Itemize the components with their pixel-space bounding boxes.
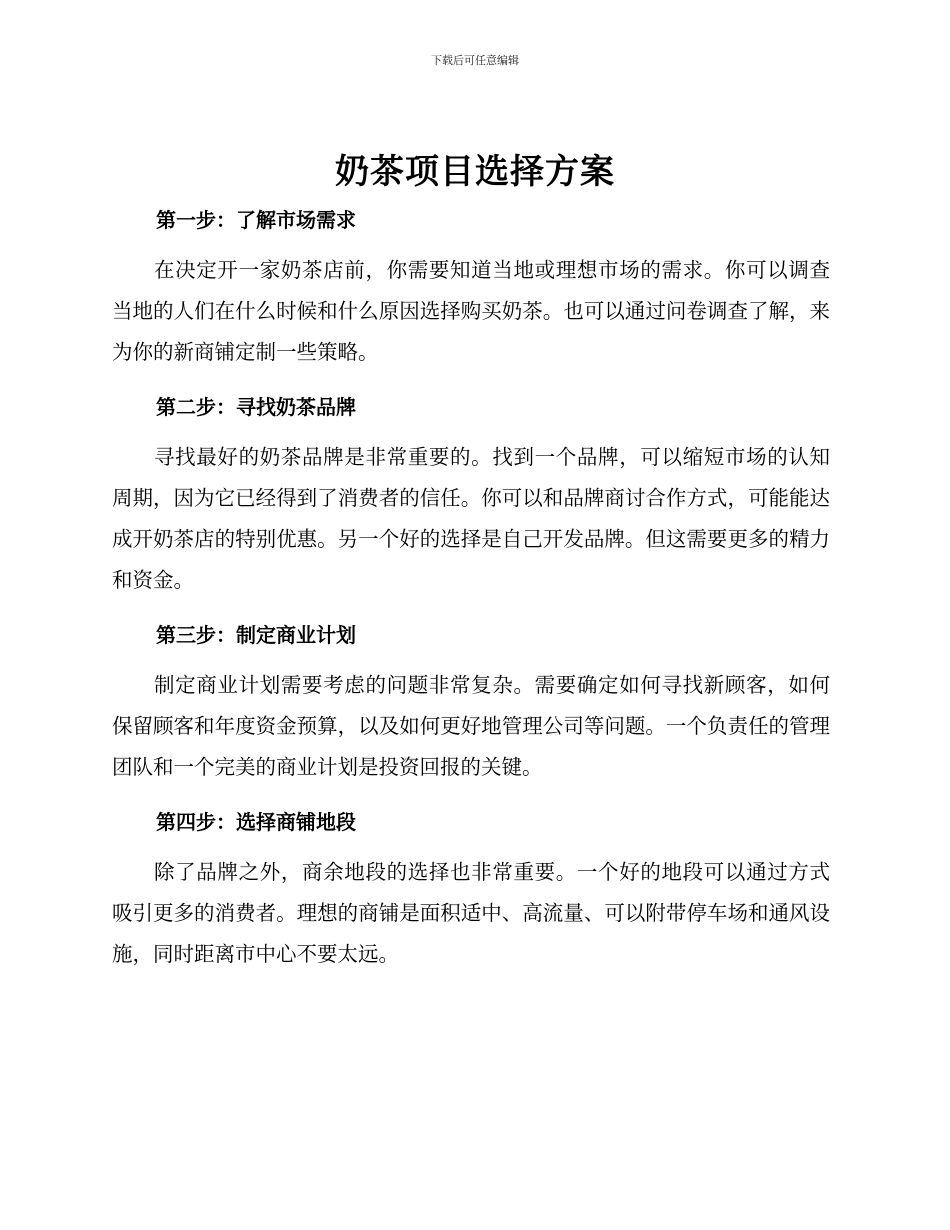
document-body: [112, 200, 830, 989]
step-heading: 第四步：选择商铺地段: [156, 810, 356, 834]
step-paragraph: 制定商业计划需要考虑的问题非常复杂。需要确定如何寻找新顾客，如何保留顾客和年度资金预算，以及如何更好地管理公司等问题。一个负责任的管理团队和一个完美的商业计划是投资回报的关键。: [112, 673, 830, 779]
step-heading: 第一步：了解市场需求: [156, 208, 356, 232]
step-paragraph: 在决定开一家奶茶店前，你需要知道当地或理想市场的需求。你可以调查当地的人们在什么时候和什么原因选择购买奶茶。也可以通过问卷调查了解，来为你的新商铺定制一些策略。: [112, 258, 830, 364]
step-paragraph: 寻找最好的奶茶品牌是非常重要的。找到一个品牌，可以缩短市场的认知周期，因为它已经得到了消费者的信任。你可以和品牌商讨合作方式，可能能达成开奶茶店的特别优惠。另一个好的选择是自己开发品牌。但这需要更多的精力和资金。: [112, 445, 830, 592]
step-section-4: [112, 802, 830, 975]
step-section-2: [112, 387, 830, 601]
page-header: 下载后可任意编辑: [431, 54, 519, 67]
step-heading: 第三步：制定商业计划: [156, 623, 356, 647]
step-paragraph: 除了品牌之外，商余地段的选择也非常重要。一个好的地段可以通过方式吸引更多的消费者。理想的商铺是面积适中、高流量、可以附带停车场和通风设施，同时距离市中心不要太远。: [112, 860, 830, 966]
step-heading: 第二步：寻找奶茶品牌: [156, 395, 356, 419]
step-section-3: [112, 615, 830, 788]
document-title: 奶茶项目选择方案: [335, 152, 615, 192]
step-section-1: [112, 200, 830, 373]
